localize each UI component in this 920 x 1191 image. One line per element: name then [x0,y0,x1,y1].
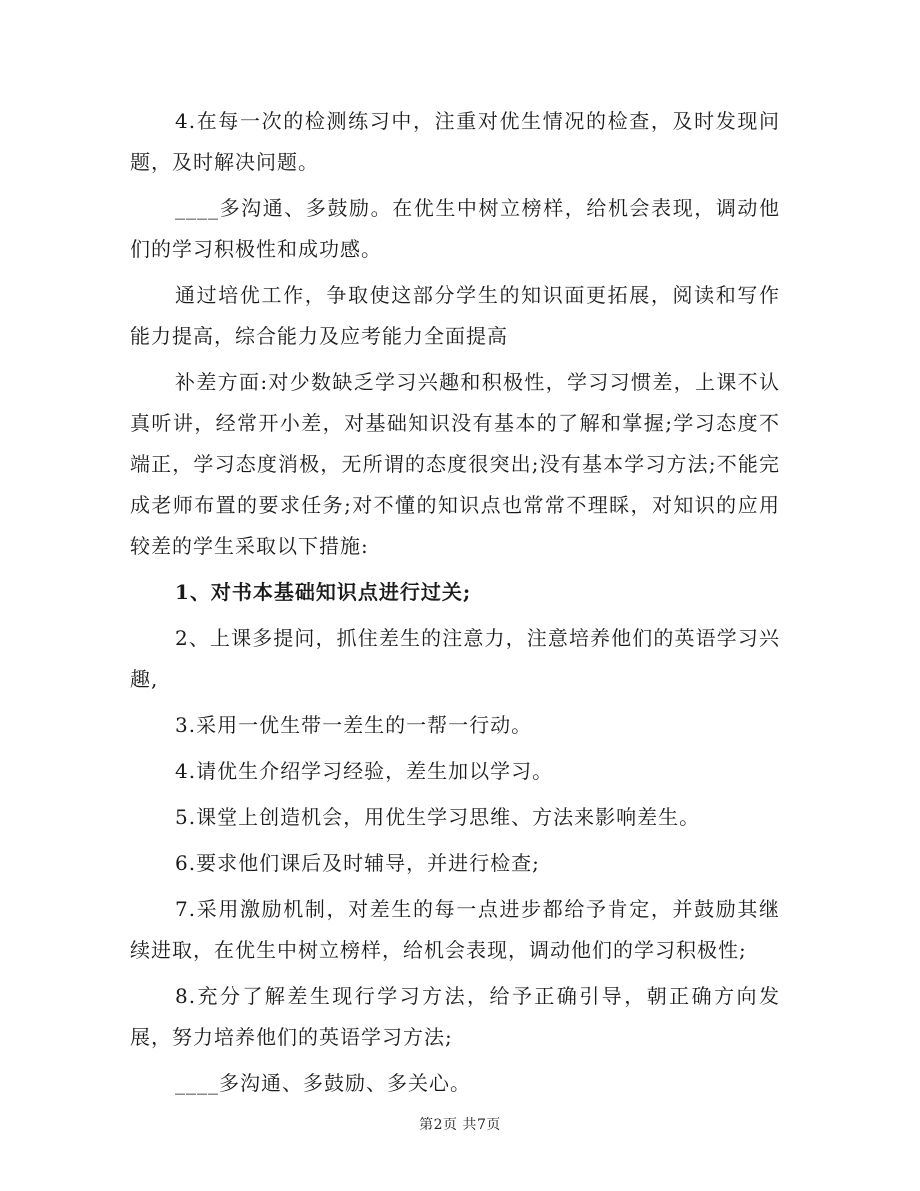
paragraph-encourage-top-students: ____多沟通、多鼓励。在优生中树立榜样，给机会表现，调动他们的学习积极性和成功感。 [130,196,780,261]
paragraph-check-top-students: 4.在每一次的检测练习中，注重对优生情况的检查，及时发现问题，及时解决问题。 [130,109,780,174]
list-item-1: 1、对书本基础知识点进行过关; [175,580,472,604]
list-item-3: 3.采用一优生带一差生的一帮一行动。 [175,713,533,737]
list-item-5: 5.课堂上创造机会，用优生学习思维、方法来影响差生。 [175,805,701,829]
list-item-2: 2、上课多提问，抓住差生的注意力，注意培养他们的英语学习兴趣, [130,626,780,691]
paragraph-communicate: ____多沟通、多鼓励、多关心。 [175,1071,471,1095]
paragraph-remedial-overview: 补差方面:对少数缺乏学习兴趣和积极性，学习习惯差，上课不认真听讲，经常开小差，对基础知识没有基本的了解和掌握;学习态度不端正，学习态度消极，无所谓的态度很突出;没有基本学习方法;不能完成老师布置的要求任务;对不懂的知识点也常常不理睬，对知识的应用较差的学生采取以下措施: [130,370,780,558]
list-item-7: 7.采用激励机制，对差生的每一点进步都给予肯定，并鼓励其继续进取，在优生中树立榜样，给机会表现，调动他们的学习积极性; [130,897,780,962]
list-item-4: 4.请优生介绍学习经验，差生加以学习。 [175,759,554,783]
paragraph-goals: 通过培优工作，争取使这部分学生的知识面更拓展，阅读和写作能力提高，综合能力及应考能力全面提高 [130,283,780,348]
list-item-8: 8.充分了解差生现行学习方法，给予正确引导，朝正确方向发展，努力培养他们的英语学习方法; [130,984,780,1049]
page-number: 第2页 共7页 [419,1117,501,1133]
list-item-6: 6.要求他们课后及时辅导，并进行检查; [175,851,540,875]
document-body [130,101,780,1104]
